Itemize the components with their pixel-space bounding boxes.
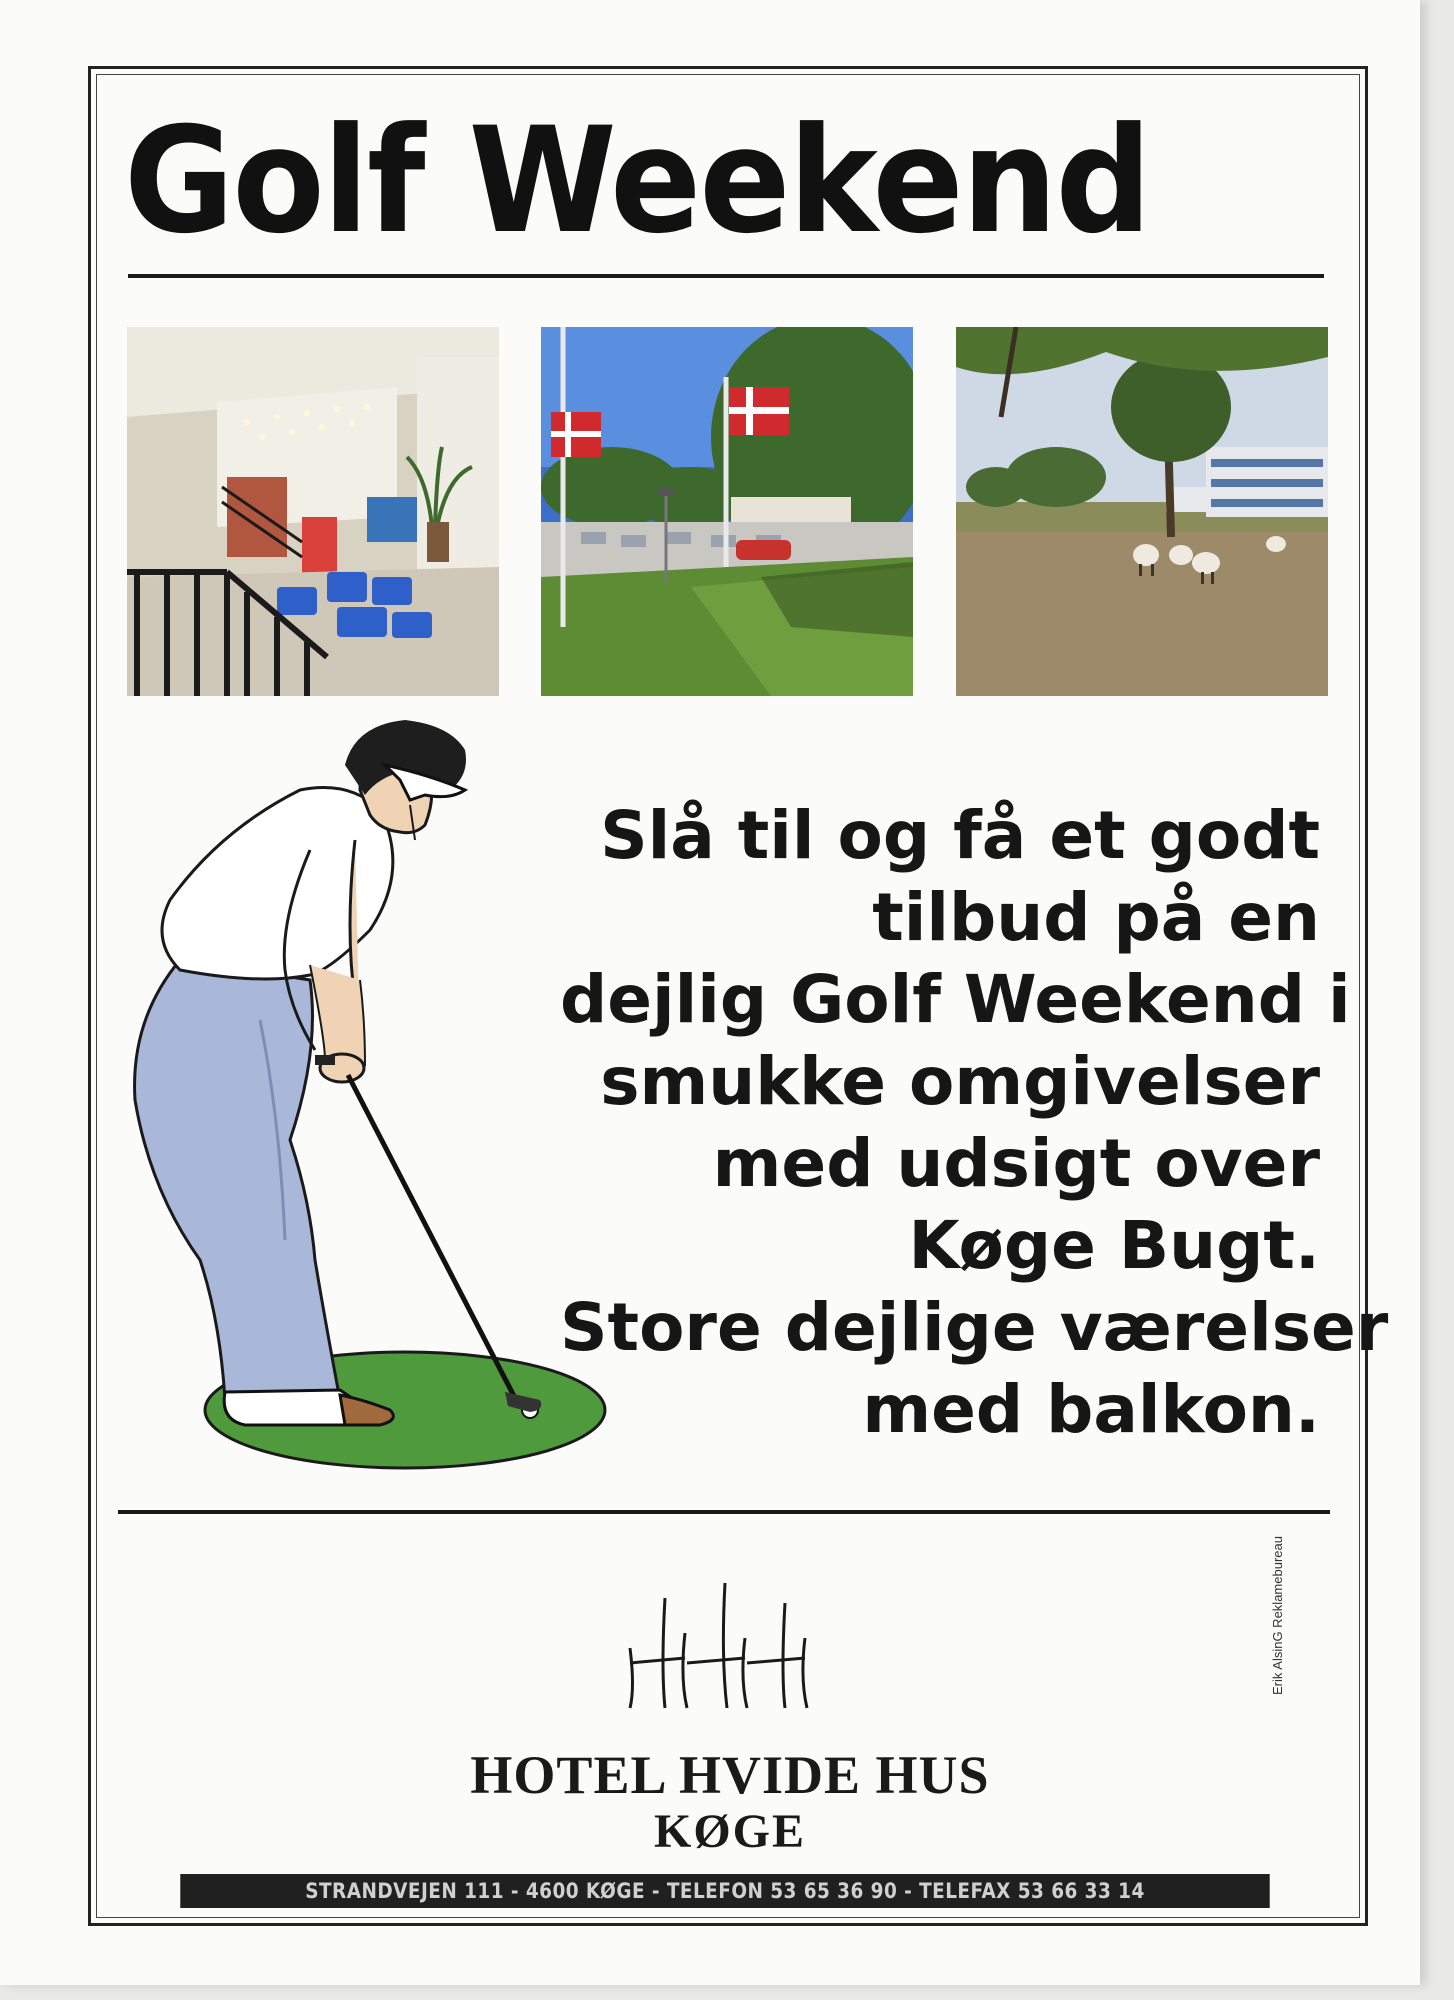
- hotel-name: HOTEL HVIDE HUS: [470, 1745, 990, 1805]
- offer-line: tilbud på en: [872, 879, 1320, 956]
- offer-line: Slå til og få et godt: [600, 797, 1320, 874]
- title-divider: [128, 274, 1324, 278]
- offer-line: Køge Bugt.: [908, 1207, 1320, 1284]
- sheep-field-hotel-photo: [956, 327, 1328, 696]
- address-bar: STRANDVEJEN 111 - 4600 KØGE - TELEFON 53 65 36 90 - TELEFAX 53 66 33 14: [180, 1874, 1269, 1908]
- flags-parking-photo: [541, 327, 913, 696]
- offer-line: med balkon.: [862, 1371, 1320, 1448]
- golfer-illustration: [110, 720, 610, 1480]
- hotel-lobby-photo: [127, 327, 499, 696]
- offer-line: dejlig Golf Weekend i: [560, 961, 1351, 1038]
- page-title: Golf Weekend: [124, 96, 1150, 266]
- footer-divider: [118, 1510, 1330, 1514]
- hotel-city: KØGE: [653, 1805, 807, 1858]
- agency-credit: Erik AlsinG Reklamebureau: [1270, 1536, 1285, 1695]
- hhh-logo-icon: [625, 1578, 825, 1718]
- offer-text: [560, 795, 1389, 1451]
- offer-line: smukke omgivelser: [600, 1043, 1320, 1120]
- offer-line: Store dejlige værelser: [560, 1289, 1389, 1366]
- offer-line: med udsigt over: [712, 1125, 1320, 1202]
